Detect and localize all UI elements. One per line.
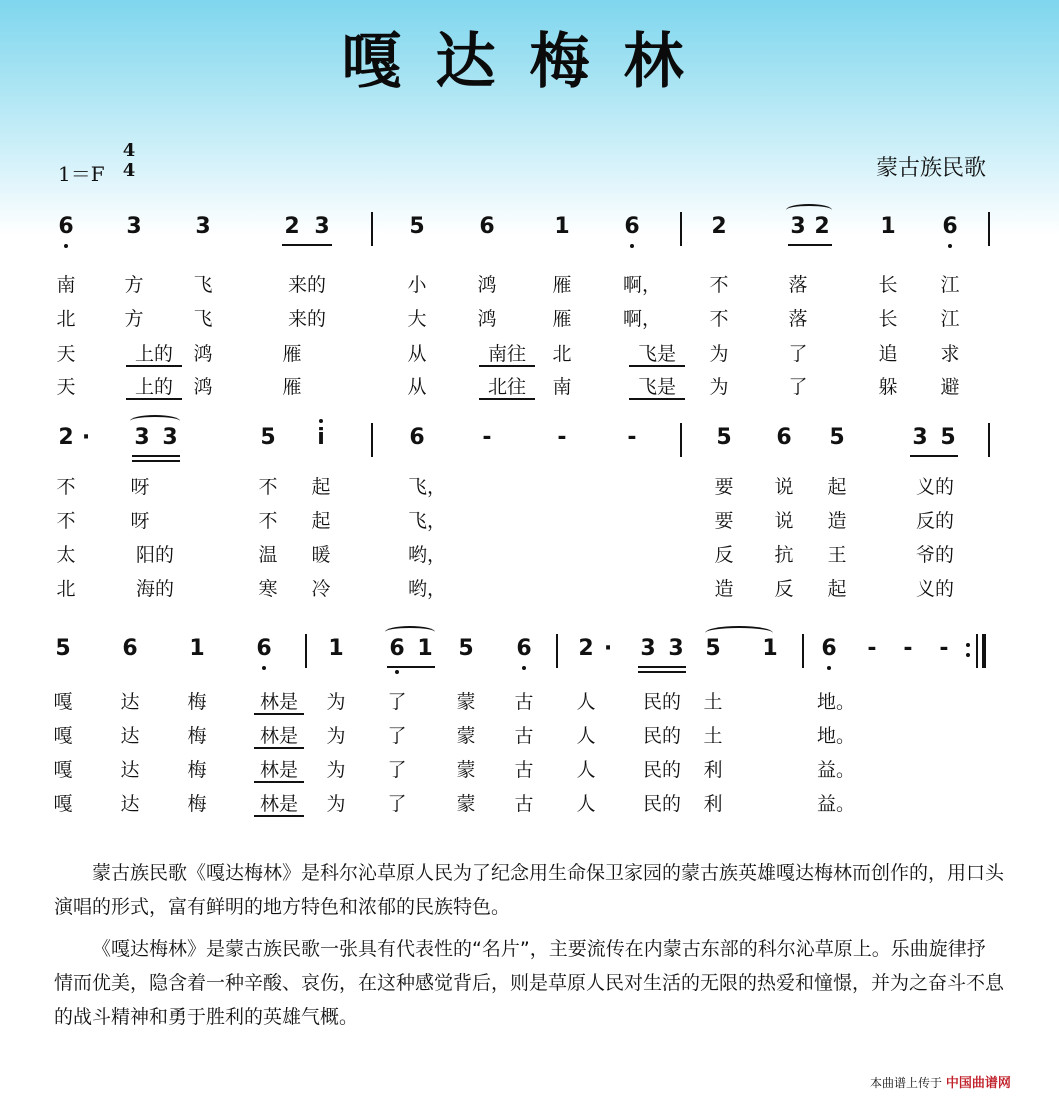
dash: -: [627, 425, 637, 450]
augmentation-dot: ·: [81, 425, 91, 450]
lyric: 起: [827, 578, 847, 600]
lyric: 雁: [282, 376, 302, 398]
note: 1: [880, 214, 896, 239]
note: 3: [640, 636, 656, 661]
lyric: 利: [703, 759, 723, 781]
lyric: 从: [407, 376, 427, 398]
lyric: 古: [514, 793, 534, 815]
lyric: 梅: [187, 759, 207, 781]
lyric: 太: [56, 544, 76, 566]
repeat-dot: [966, 653, 970, 657]
lyric: 雁: [282, 343, 302, 365]
lyric: 从: [407, 343, 427, 365]
lyric: 嘎: [53, 725, 73, 747]
lyric: 温: [258, 544, 278, 566]
note: 5: [55, 636, 71, 661]
lyric: 古: [514, 725, 534, 747]
lyric: 人: [576, 725, 596, 747]
lyric: 来的: [287, 308, 326, 330]
lyric-underline: [254, 815, 304, 817]
key-signature: 1＝F: [58, 162, 105, 186]
lyric: 益。: [816, 759, 855, 781]
lyric: 嘎: [53, 793, 73, 815]
note: 2: [284, 214, 300, 239]
high-octave-dot: [319, 419, 323, 423]
lyric-underline: [126, 398, 182, 400]
time-signature: [118, 141, 140, 181]
lyric: 起: [311, 476, 331, 498]
lyric: 落: [788, 274, 808, 296]
lyric: 寒: [258, 578, 278, 600]
note: 6: [389, 636, 405, 661]
lyric: 人: [576, 691, 596, 713]
lyric: 林是: [259, 793, 298, 815]
low-octave-dot: [64, 244, 68, 248]
note: 1: [189, 636, 205, 661]
lyric: 反的: [915, 510, 954, 532]
lyric: 蒙: [456, 691, 476, 713]
sixteenth-underline: [132, 455, 180, 457]
lyric: 江: [940, 308, 960, 330]
bar-line: [371, 423, 373, 457]
lyric: 蒙: [456, 725, 476, 747]
lyric: 为: [709, 376, 729, 398]
lyric: 北往: [487, 376, 526, 398]
site-logo-text: 中国曲谱网: [945, 1076, 1011, 1091]
lyric: 呀: [130, 476, 150, 498]
dash: -: [867, 636, 877, 661]
bar-line: [680, 423, 682, 457]
lyric: 北: [552, 343, 572, 365]
lyric: 暖: [311, 544, 331, 566]
lyric: 益。: [816, 793, 855, 815]
lyric: 古: [514, 691, 534, 713]
note: 3: [668, 636, 684, 661]
lyric: 为: [326, 691, 346, 713]
lyric: 民的: [642, 759, 681, 781]
lyric-underline: [254, 713, 304, 715]
lyric: 林是: [259, 759, 298, 781]
lyric: 造: [714, 578, 734, 600]
dash: -: [557, 425, 567, 450]
lyric: 了: [387, 793, 407, 815]
lyric: 达: [120, 759, 140, 781]
lyric: 南: [56, 274, 76, 296]
lyric-underline: [479, 365, 535, 367]
sixteenth-underline: [132, 460, 180, 462]
lyric: 了: [387, 759, 407, 781]
lyric: 爷的: [915, 544, 954, 566]
note: 2: [58, 425, 74, 450]
lyric: 为: [709, 343, 729, 365]
sixteenth-underline: [638, 666, 686, 668]
lyric: 哟，: [407, 578, 446, 600]
lyric: 蒙: [456, 759, 476, 781]
bar-line: [305, 634, 307, 668]
lyric: 民的: [642, 793, 681, 815]
lyric: 嘎: [53, 759, 73, 781]
lyric: 雁: [552, 308, 572, 330]
low-octave-dot: [522, 666, 526, 670]
lyric: 人: [576, 793, 596, 815]
song-origin: 蒙古族民歌: [876, 156, 987, 181]
lyric: 梅: [187, 725, 207, 747]
note: 1: [762, 636, 778, 661]
lyric: 长: [878, 274, 898, 296]
lyric: 王: [827, 544, 847, 566]
lyric: 造: [827, 510, 847, 532]
lyric: 反: [774, 578, 794, 600]
lyric-underline: [479, 398, 535, 400]
note: 6: [516, 636, 532, 661]
lyric: 鸿: [193, 343, 213, 365]
lyric: 为: [326, 725, 346, 747]
note: 5: [409, 214, 425, 239]
lyric: 起: [827, 476, 847, 498]
augmentation-dot: ·: [603, 636, 613, 661]
lyric: 避: [940, 376, 960, 398]
note: 6: [122, 636, 138, 661]
lyric: 说: [774, 510, 794, 532]
lyric: 人: [576, 759, 596, 781]
note: 6: [58, 214, 74, 239]
low-octave-dot: [395, 670, 399, 674]
lyric: 南: [552, 376, 572, 398]
note: 3: [314, 214, 330, 239]
lyric: 梅: [187, 691, 207, 713]
lyric: 呀: [130, 510, 150, 532]
bar-line: [680, 212, 682, 246]
lyric: 不: [56, 476, 76, 498]
lyric: 地。: [816, 725, 855, 747]
lyric: 地。: [816, 691, 855, 713]
note: 5: [829, 425, 845, 450]
bar-line: [556, 634, 558, 668]
low-octave-dot: [948, 244, 952, 248]
lyric: 了: [788, 343, 808, 365]
note: 6: [624, 214, 640, 239]
note: 3: [162, 425, 178, 450]
lyric-underline: [629, 398, 685, 400]
lyric: 鸿: [193, 376, 213, 398]
lyric: 哟，: [407, 544, 446, 566]
lyric: 民的: [642, 691, 681, 713]
lyric: 古: [514, 759, 534, 781]
lyric: 说: [774, 476, 794, 498]
lyric: 了: [387, 725, 407, 747]
song-title: 嘎达梅林: [341, 27, 718, 97]
lyric: 求: [940, 343, 960, 365]
lyric: 了: [788, 376, 808, 398]
lyric: 蒙: [456, 793, 476, 815]
lyric: 天: [56, 343, 76, 365]
lyric: 方: [124, 308, 144, 330]
bar-line: [802, 634, 804, 668]
note: 3: [134, 425, 150, 450]
end-bar-thin: [976, 634, 978, 668]
time-sig-top: 4: [122, 140, 136, 161]
bar-line: [988, 212, 990, 246]
lyric: 飞: [193, 308, 213, 330]
low-octave-dot: [262, 666, 266, 670]
lyric: 来的: [287, 274, 326, 296]
lyric: 不: [56, 510, 76, 532]
dash: -: [903, 636, 913, 661]
note: 2: [711, 214, 727, 239]
note: 2: [814, 214, 830, 239]
note: 2: [578, 636, 594, 661]
lyric: 不: [709, 308, 729, 330]
lyric: 不: [258, 510, 278, 532]
time-sig-bottom: 4: [122, 160, 136, 181]
lyric: 啊，: [622, 308, 661, 330]
lyric: 不: [709, 274, 729, 296]
eighth-underline: [387, 666, 435, 668]
note: 6: [256, 636, 272, 661]
note: 5: [705, 636, 721, 661]
repeat-dot: [966, 643, 970, 647]
note: 6: [776, 425, 792, 450]
eighth-underline: [788, 244, 832, 246]
lyric: 啊，: [622, 274, 661, 296]
note: 5: [260, 425, 276, 450]
dash: -: [482, 425, 492, 450]
bar-line: [371, 212, 373, 246]
upload-credit: [870, 1072, 1011, 1091]
lyric: 要: [714, 476, 734, 498]
description-paragraph-1: 蒙古族民歌《嘎达梅林》是科尔沁草原人民为了纪念用生命保卫家园的蒙古族英雄嘎达梅林而创作的，用口头演唱的形式，富有鲜明的地方特色和浓郁的民族特色。: [54, 862, 1005, 918]
lyric: 阳的: [135, 544, 174, 566]
lyric: 土: [703, 725, 723, 747]
note: 6: [479, 214, 495, 239]
lyric: 为: [326, 793, 346, 815]
lyric: 海的: [135, 578, 174, 600]
note: 3: [912, 425, 928, 450]
lyric: 追: [878, 343, 898, 365]
lyric: 达: [120, 691, 140, 713]
lyric: 飞，: [407, 476, 446, 498]
lyric: 林是: [259, 725, 298, 747]
lyric: 小: [407, 274, 427, 296]
bar-line: [988, 423, 990, 457]
lyric: 义的: [915, 578, 954, 600]
lyric: 为: [326, 759, 346, 781]
note: 5: [940, 425, 956, 450]
lyric: 达: [120, 793, 140, 815]
description-paragraph-2: 《嘎达梅林》是蒙古族民歌一张具有代表性的“名片”，主要流传在内蒙古东部的科尔沁草原上。乐曲旋律抒情而优美，隐含着一种辛酸、哀伤，在这种感觉背后，则是草原人民对生活的无限的热爱和憧憬，并为之奋斗不息的战斗精神和勇于胜利的英雄气概。: [54, 938, 1005, 1028]
low-octave-dot: [630, 244, 634, 248]
dash: -: [939, 636, 949, 661]
note: 5: [716, 425, 732, 450]
lyric: 躲: [878, 376, 898, 398]
lyric: 上的: [134, 376, 173, 398]
lyric: 民的: [642, 725, 681, 747]
lyric: 飞是: [637, 343, 676, 365]
lyric: 鸿: [477, 308, 497, 330]
lyric: 土: [703, 691, 723, 713]
eighth-underline: [282, 244, 332, 246]
lyric: 北: [56, 578, 76, 600]
lyric: 北: [56, 308, 76, 330]
lyric: 鸿: [477, 274, 497, 296]
lyric: 嘎: [53, 691, 73, 713]
lyric: 方: [124, 274, 144, 296]
eighth-underline: [910, 455, 958, 457]
lyric-underline: [629, 365, 685, 367]
note: 1: [554, 214, 570, 239]
sixteenth-underline: [638, 671, 686, 673]
note: 3: [126, 214, 142, 239]
lyric: 冷: [311, 578, 331, 600]
lyric: 南往: [487, 343, 526, 365]
note: 6: [821, 636, 837, 661]
lyric: 利: [703, 793, 723, 815]
end-bar-thick: [982, 634, 986, 668]
note: 6: [409, 425, 425, 450]
lyric: 大: [407, 308, 427, 330]
lyric-underline: [126, 365, 182, 367]
note: 3: [790, 214, 806, 239]
note: i: [317, 425, 325, 450]
lyric: 要: [714, 510, 734, 532]
note: 6: [942, 214, 958, 239]
lyric: 抗: [774, 544, 794, 566]
lyric: 天: [56, 376, 76, 398]
lyric: 了: [387, 691, 407, 713]
lyric: 反: [714, 544, 734, 566]
note: 1: [417, 636, 433, 661]
low-octave-dot: [827, 666, 831, 670]
lyric-underline: [254, 747, 304, 749]
lyric-underline: [254, 781, 304, 783]
lyric: 飞: [193, 274, 213, 296]
lyric: 林是: [259, 691, 298, 713]
lyric: 义的: [915, 476, 954, 498]
lyric: 飞，: [407, 510, 446, 532]
lyric: 落: [788, 308, 808, 330]
lyric: 飞是: [637, 376, 676, 398]
note: 1: [328, 636, 344, 661]
lyric: 不: [258, 476, 278, 498]
lyric: 梅: [187, 793, 207, 815]
lyric: 起: [311, 510, 331, 532]
lyric: 江: [940, 274, 960, 296]
note: 3: [195, 214, 211, 239]
upload-credit-prefix: 本曲谱上传于: [870, 1076, 943, 1090]
lyric: 雁: [552, 274, 572, 296]
lyric: 长: [878, 308, 898, 330]
lyric: 上的: [134, 343, 173, 365]
lyric: 达: [120, 725, 140, 747]
note: 5: [458, 636, 474, 661]
